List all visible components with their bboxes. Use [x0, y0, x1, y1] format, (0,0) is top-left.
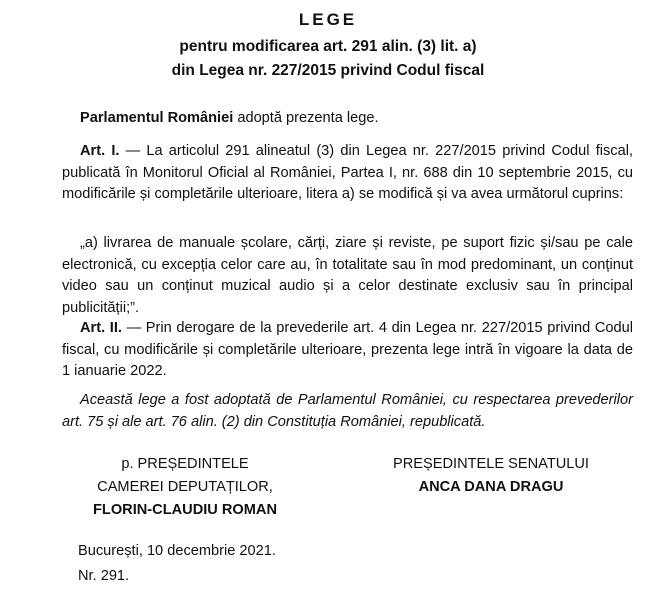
signature-right — [360, 453, 622, 499]
enactment-authority: Parlamentul României — [80, 110, 234, 126]
article-2 — [62, 318, 633, 383]
article-2-label: Art. II. — [80, 320, 122, 336]
enactment-text: adoptă prezenta lege. — [233, 110, 379, 126]
signature-right-title: PREȘEDINTELE SENATULUI — [393, 456, 589, 472]
document-subtitle-line2: din Legea nr. 227/2015 privind Codul fiscal — [171, 62, 485, 79]
signature-left-title-2: CAMEREI DEPUTAȚILOR, — [97, 479, 273, 495]
signature-left-name: FLORIN-CLAUDIU ROMAN — [92, 502, 278, 518]
article-1-text: — La articolul 291 alineatul (3) din Legea nr. 227/2015 privind Codul fiscal, publicată în Monitorul Oficial al României, Partea I, nr. 688 din 10 septembrie 2015, cu modificările și completările ulterioare, litera a) se modifică și va avea următorul cuprins: — [62, 143, 633, 202]
law-number: Nr. 291. — [78, 568, 130, 584]
signature-left-title-1: p. PREȘEDINTELE — [121, 456, 249, 472]
document-footer — [78, 539, 276, 589]
place-date: București, 10 decembrie 2021. — [78, 543, 276, 559]
article-2-text: — Prin derogare de la prevederile art. 4 din Legea nr. 227/2015 privind Codul fiscal, cu modificările și completările ulterioare, prezenta lege intră în vigoare la data de 1 ianuarie 2022. — [62, 320, 633, 379]
document-subtitle-line1: pentru modificarea art. 291 alin. (3) lit. a) — [179, 38, 477, 55]
article-1-quoted-text: „a) livrarea de manuale școlare, cărți, ziare și reviste, pe suport fizic și/sau pe cale electronică, cu excepția celor care au, în totalitate sau în mod predominant, un conținut video sau un conținut muzical audio și a celor destinate exclusiv sau în principal publicității;”. — [62, 235, 633, 316]
signature-right-name: ANCA DANA DRAGU — [418, 479, 564, 495]
adoption-note: Această lege a fost adoptată de Parlamentul României, cu respectarea prevederilor art. 75 și ale art. 76 alin. (2) din Constituția României, republicată. — [62, 392, 633, 430]
enactment-clause — [62, 108, 633, 130]
document-title: LEGE — [298, 10, 358, 29]
signature-left — [50, 453, 320, 522]
article-1 — [62, 141, 633, 206]
article-1-label: Art. I. — [80, 143, 120, 159]
